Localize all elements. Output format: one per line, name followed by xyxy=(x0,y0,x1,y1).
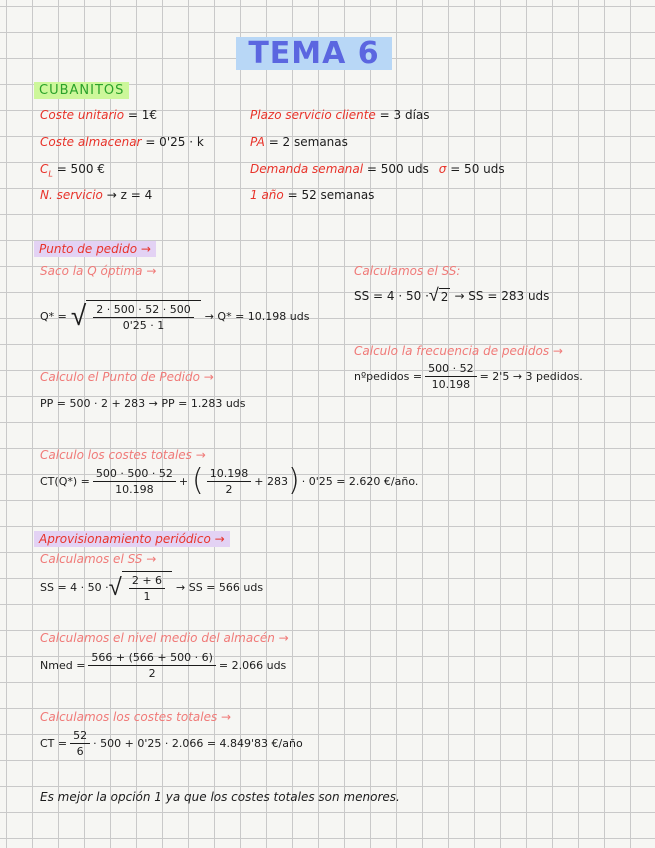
aprov-ct-formula: CT = $\frac{52}{6}$ · 500 + 0'25 · 2.066 = 4.849'83 €/año xyxy=(40,729,303,758)
given-ano: 1 año = 52 semanas xyxy=(250,188,375,202)
conclusion-text: Es mejor la opción 1 ya que los costes totales son menores. xyxy=(40,790,400,804)
aprov-costes-label: Calculamos los costes totales → xyxy=(40,710,232,724)
section-heading-punto-pedido: Punto de pedido → xyxy=(34,238,156,257)
given-pa: PA = 2 semanas xyxy=(250,135,348,149)
aprov-ss-label: Calculamos el SS → xyxy=(40,552,157,566)
given-plazo-servicio: Plazo servicio cliente = 3 días xyxy=(250,108,430,122)
section-cubanitos-label: CUBANITOS xyxy=(34,82,129,99)
pp-formula: PP = 500 · 2 + 283 → PP = 1.283 uds xyxy=(40,397,246,410)
given-demanda: Demanda semanal = 500 uds σ = 50 uds xyxy=(250,162,505,176)
costes-label: Calculo los costes totales → xyxy=(40,448,206,462)
given-cl: $C_L = 500$ € xyxy=(40,162,105,179)
freq-formula: nºpedidos = $\frac{500 \cdot 52}{10.198}$ = 2'5 → 3 pedidos. xyxy=(354,362,583,391)
section-heading-cubanitos xyxy=(34,79,129,98)
nivel-medio-label: Calculamos el nivel medio del almacén → xyxy=(40,631,289,645)
aprov-ss-formula: SS = 4 · 50 · √ $\frac{2 + 6}{1}$ → SS = 566 uds xyxy=(40,573,264,603)
pp-label: Calculo el Punto de Pedido → xyxy=(40,370,214,384)
ct-formula: CT(Q*) = $\frac{500 \cdot 500 \cdot 52}{10.198}$ + ( $\frac{10.198}{2}$ + 283 ) · 0'25 = 2.620 €/año. xyxy=(40,463,419,498)
nmed-formula: Nmed = $\frac{566 + (566 + 500 \cdot 6)}{2}$ = 2.066 uds xyxy=(40,651,287,680)
q-optima-formula: Q* = √ $\frac{2 \cdot 500 \cdot 52 \cdot 500}{0'25 \cdot 1}$ → Q* = 10.198 uds xyxy=(40,299,310,332)
q-optima-label: Saco la Q óptima → xyxy=(40,264,157,278)
freq-label: Calculo la frecuencia de pedidos → xyxy=(354,344,563,358)
ss-formula: SS = 4 · 50 · √ 2 → SS = 283 uds xyxy=(354,285,550,306)
given-nivel-servicio: N. servicio → z = 4 xyxy=(40,188,153,202)
given-coste-unitario: Coste unitario = 1€ xyxy=(40,108,158,122)
section-heading-aprovisionamiento: Aprovisionamiento periódico → xyxy=(34,528,230,547)
given-coste-almacenar: Coste almacenar = 0'25 · k xyxy=(40,135,204,149)
ss-label: Calculamos el SS: xyxy=(354,264,461,278)
page-title: TEMA 6 xyxy=(236,37,392,70)
